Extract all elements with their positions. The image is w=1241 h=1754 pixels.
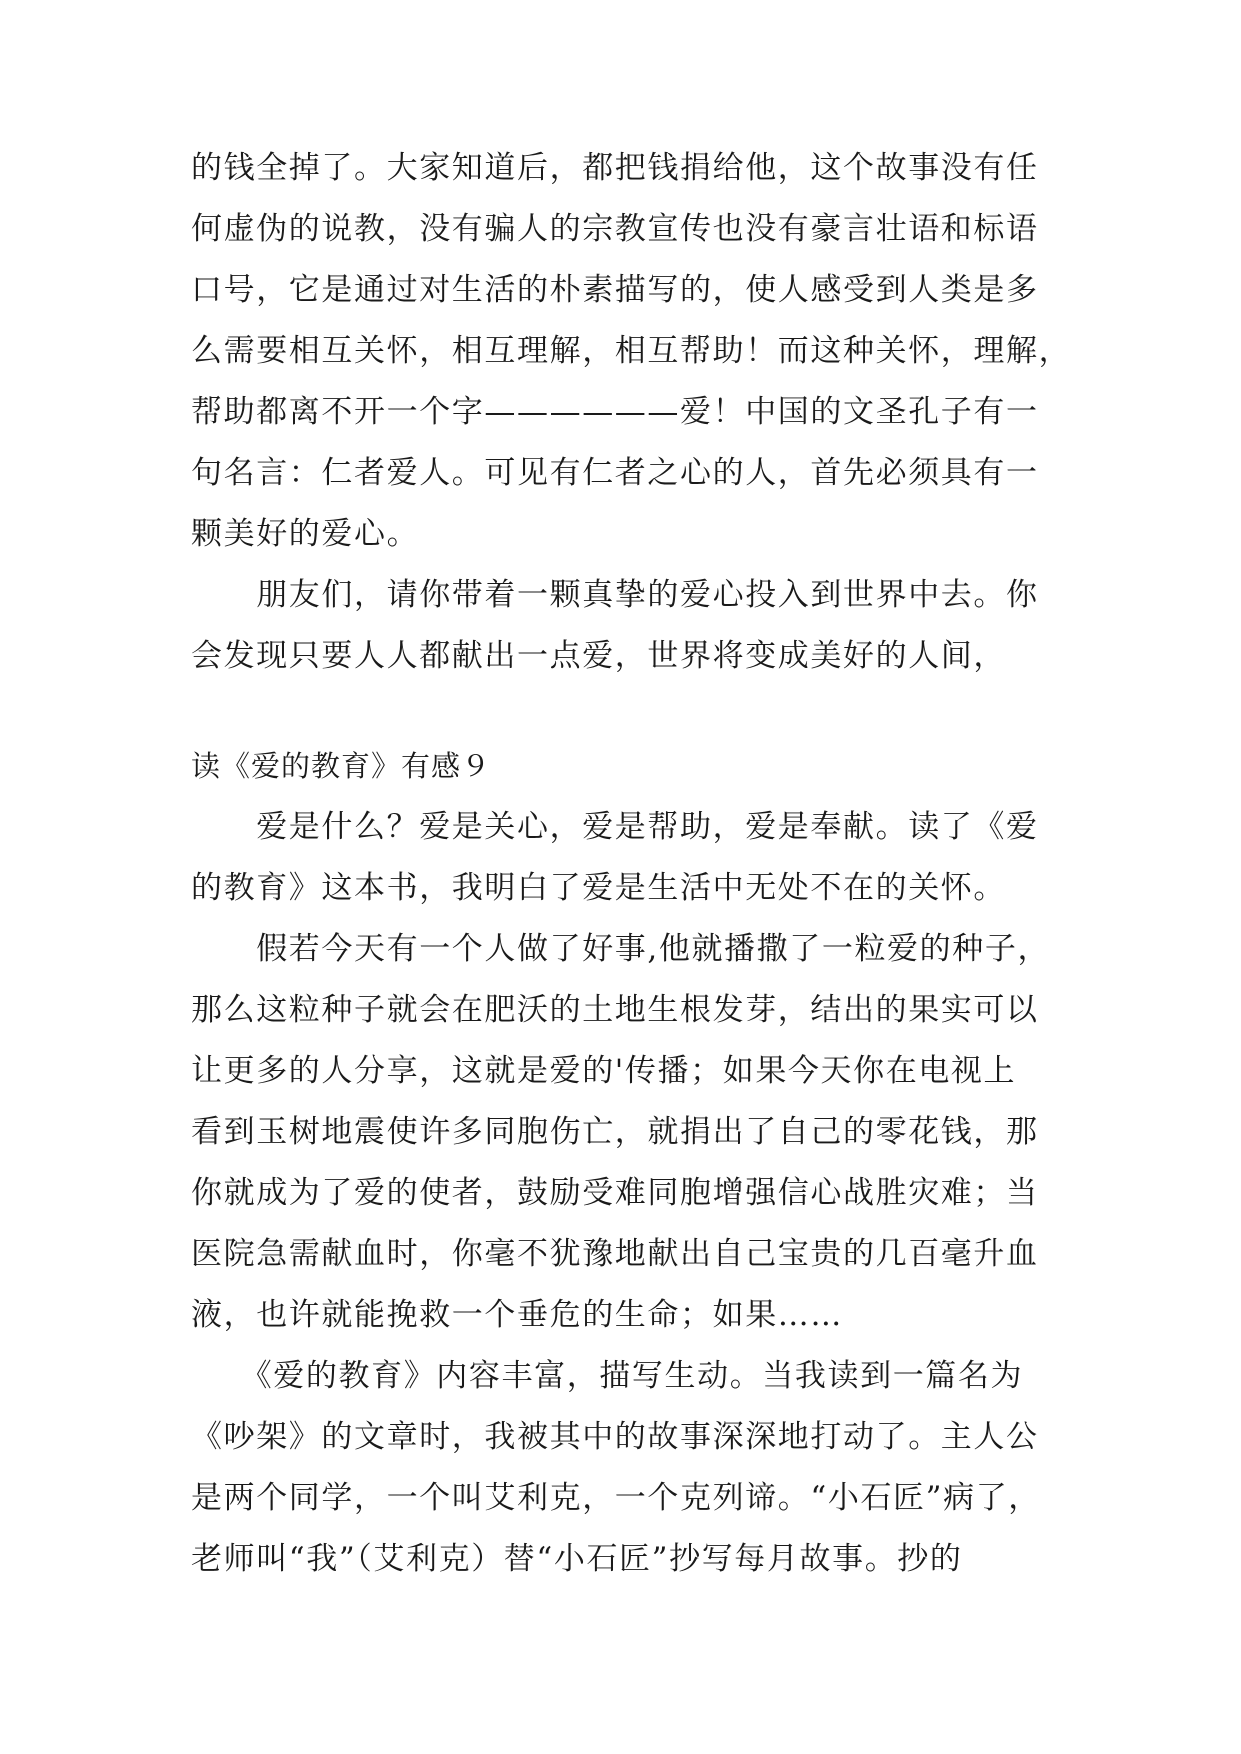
- text-line: 口号，它是通过对生活的朴素描写的，使人感受到人类是多: [191, 272, 1039, 308]
- text-line: 你就成为了爱的使者，鼓励受难同胞增强信心战胜灾难；当: [191, 1175, 1039, 1211]
- paragraph-first-line: 爱是什么？爱是关心，爱是帮助，爱是奉献。读了《爱: [191, 809, 1039, 845]
- text-line: 句名言：仁者爱人。可见有仁者之心的人，首先必须具有一: [191, 455, 1039, 491]
- text-line: 老师叫“我”（艾利克）替“小石匠”抄写每月故事。抄的: [191, 1541, 963, 1577]
- text-line: 的钱全掉了。大家知道后，都把钱捐给他，这个故事没有任: [191, 150, 1039, 186]
- text-line: 的教育》这本书，我明白了爱是生活中无处不在的关怀。: [191, 870, 1006, 906]
- text-line: 医院急需献血时，你毫不犹豫地献出自己宝贵的几百毫升血: [191, 1236, 1039, 1272]
- text-line: 看到玉树地震使许多同胞伤亡，就捐出了自己的零花钱，那: [191, 1114, 1039, 1150]
- text-line: 么需要相互关怀，相互理解，相互帮助！而这种关怀，理解，: [191, 333, 1072, 369]
- text-line: 液，也许就能挽救一个垂危的生命；如果……: [191, 1297, 843, 1333]
- paragraph-first-line: 假若今天有一个人做了好事,他就播撒了一粒爱的种子，: [191, 931, 1051, 967]
- text-line: 让更多的人分享，这就是爱的'传播；如果今天你在电视上: [191, 1053, 1017, 1089]
- text-line: 《吵架》的文章时，我被其中的故事深深地打动了。主人公: [191, 1419, 1039, 1455]
- text-line: 那么这粒种子就会在肥沃的土地生根发芽，结出的果实可以: [191, 992, 1039, 1028]
- section-title: 读《爱的教育》有感９: [191, 749, 492, 783]
- text-line: 是两个同学，一个叫艾利克，一个克列谛。“小石匠”病了，: [191, 1480, 1041, 1516]
- paragraph-first-line: 《爱的教育》内容丰富，描写生动。当我读到一篇名为: [191, 1358, 1024, 1394]
- text-line: 何虚伪的说教，没有骗人的宗教宣传也没有豪言壮语和标语: [191, 211, 1039, 247]
- text-line: 帮助都离不开一个字——————爱！中国的文圣孔子有一: [191, 394, 1039, 430]
- paragraph-first-line: 朋友们，请你带着一颗真挚的爱心投入到世界中去。你: [191, 577, 1039, 613]
- text-line: 颗美好的爱心。: [191, 516, 420, 552]
- text-line: 会发现只要人人都献出一点爱，世界将变成美好的人间，: [191, 638, 1006, 674]
